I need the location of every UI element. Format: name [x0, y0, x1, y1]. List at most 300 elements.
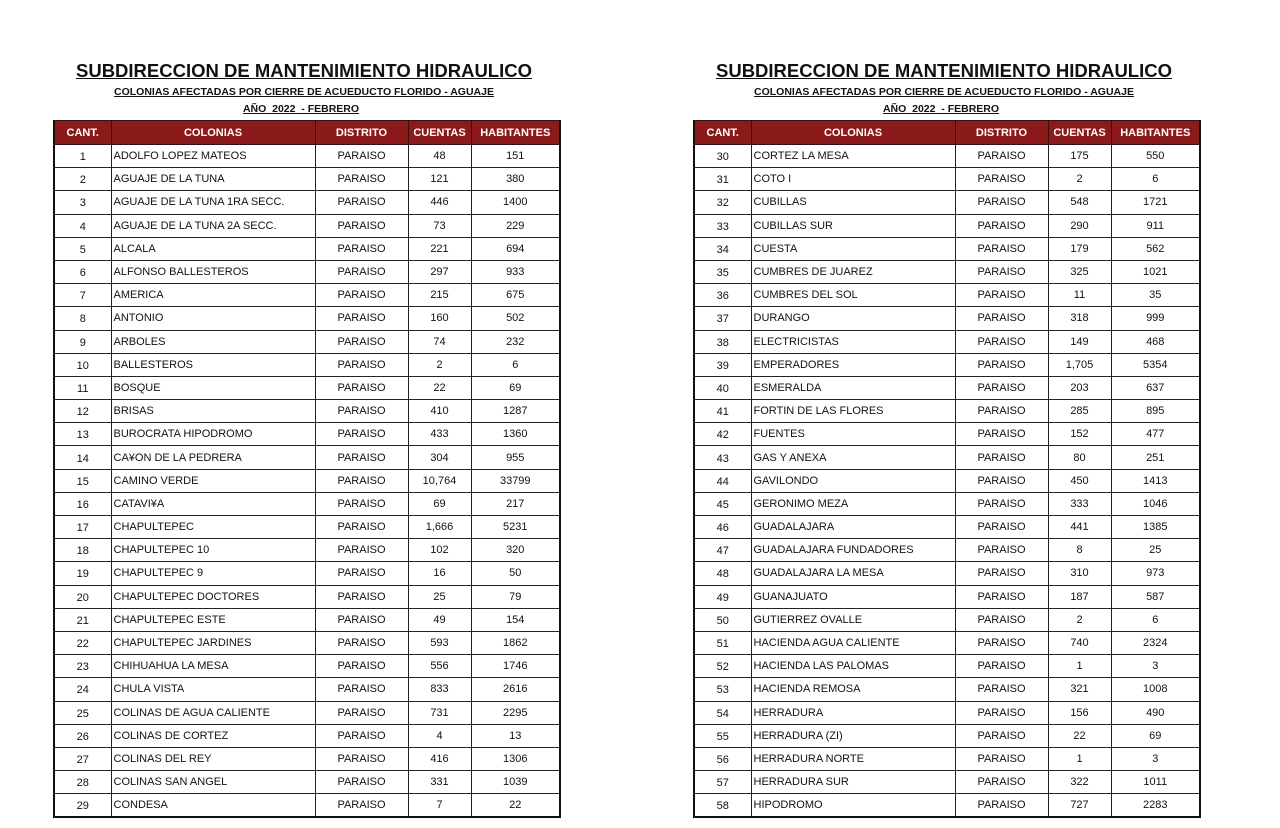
table-row: [54, 214, 560, 237]
cell-cuentas: 740: [1048, 631, 1111, 654]
cell-distrito: PARAISO: [315, 307, 408, 330]
cell-distrito: PARAISO: [315, 400, 408, 423]
cell-distrito: PARAISO: [315, 191, 408, 214]
header-colonias: COLONIAS: [111, 121, 315, 145]
cell-cant: 4: [54, 214, 111, 237]
cell-distrito: PARAISO: [315, 701, 408, 724]
table-row: [694, 492, 1200, 515]
cell-distrito: PARAISO: [955, 701, 1048, 724]
cell-cant: 38: [694, 330, 751, 353]
cell-cant: 32: [694, 191, 751, 214]
table-row: [694, 284, 1200, 307]
cell-cant: 58: [694, 794, 751, 818]
cell-habitantes: 973: [1111, 562, 1200, 585]
table-header-row: [54, 121, 560, 145]
cell-cuentas: 310: [1048, 562, 1111, 585]
table-row: [694, 771, 1200, 794]
cell-distrito: PARAISO: [955, 423, 1048, 446]
cell-distrito: PARAISO: [315, 794, 408, 818]
cell-distrito: PARAISO: [955, 168, 1048, 191]
table-row: [54, 724, 560, 747]
table-row: [54, 191, 560, 214]
table-row: [694, 168, 1200, 191]
cell-cuentas: 25: [408, 585, 471, 608]
cell-colonia: HERRADURA: [751, 701, 955, 724]
cell-distrito: PARAISO: [315, 214, 408, 237]
cell-habitantes: 320: [471, 539, 560, 562]
cell-distrito: PARAISO: [315, 237, 408, 260]
cell-cant: 25: [54, 701, 111, 724]
cell-cant: 7: [54, 284, 111, 307]
cell-colonia: ADOLFO LOPEZ MATEOS: [111, 145, 315, 168]
cell-distrito: PARAISO: [955, 516, 1048, 539]
cell-habitantes: 69: [471, 376, 560, 399]
cell-cant: 56: [694, 747, 751, 770]
cell-habitantes: 1306: [471, 747, 560, 770]
cell-habitantes: 154: [471, 608, 560, 631]
cell-cuentas: 450: [1048, 469, 1111, 492]
table-body-right: [694, 145, 1200, 818]
cell-cant: 40: [694, 376, 751, 399]
table-row: [694, 330, 1200, 353]
cell-distrito: PARAISO: [955, 678, 1048, 701]
table-row: [54, 353, 560, 376]
cell-colonia: COTO I: [751, 168, 955, 191]
cell-cuentas: 441: [1048, 516, 1111, 539]
sheet-right: [693, 58, 1199, 818]
cell-cant: 30: [694, 145, 751, 168]
cell-distrito: PARAISO: [315, 376, 408, 399]
cell-cant: 49: [694, 585, 751, 608]
table-row: [54, 492, 560, 515]
cell-cuentas: 333: [1048, 492, 1111, 515]
cell-habitantes: 1360: [471, 423, 560, 446]
cell-cuentas: 10,764: [408, 469, 471, 492]
table-row: [54, 539, 560, 562]
cell-habitantes: 2295: [471, 701, 560, 724]
cell-colonia: COLINAS DE CORTEZ: [111, 724, 315, 747]
cell-cant: 57: [694, 771, 751, 794]
page-subtitle: COLONIAS AFECTADAS POR CIERRE DE ACUEDUCTO FLORIDO - AGUAJE: [754, 86, 1134, 98]
table-row: [694, 260, 1200, 283]
cell-colonia: GUADALAJARA LA MESA: [751, 562, 955, 585]
header-distrito: DISTRITO: [955, 121, 1048, 145]
table-row: [54, 446, 560, 469]
period-label: AÑO 2022 - FEBRERO: [242, 103, 360, 115]
cell-colonia: AGUAJE DE LA TUNA: [111, 168, 315, 191]
cell-distrito: PARAISO: [315, 724, 408, 747]
cell-cuentas: 22: [408, 376, 471, 399]
cell-distrito: PARAISO: [315, 330, 408, 353]
cell-cant: 44: [694, 469, 751, 492]
cell-colonia: CHIHUAHUA LA MESA: [111, 655, 315, 678]
cell-cuentas: 2: [1048, 168, 1111, 191]
table-row: [694, 423, 1200, 446]
cell-cant: 18: [54, 539, 111, 562]
cell-habitantes: 637: [1111, 376, 1200, 399]
cell-cant: 36: [694, 284, 751, 307]
table-row: [694, 353, 1200, 376]
table-row: [694, 539, 1200, 562]
cell-cant: 5: [54, 237, 111, 260]
cell-cuentas: 74: [408, 330, 471, 353]
cell-distrito: PARAISO: [955, 307, 1048, 330]
header-habitantes: HABITANTES: [471, 121, 560, 145]
table-row: [54, 516, 560, 539]
cell-colonia: CHAPULTEPEC JARDINES: [111, 631, 315, 654]
cell-colonia: HACIENDA LAS PALOMAS: [751, 655, 955, 678]
cell-habitantes: 933: [471, 260, 560, 283]
cell-cant: 24: [54, 678, 111, 701]
cell-habitantes: 79: [471, 585, 560, 608]
cell-distrito: PARAISO: [315, 655, 408, 678]
cell-habitantes: 6: [1111, 608, 1200, 631]
cell-cant: 9: [54, 330, 111, 353]
table-body-left: [54, 145, 560, 818]
cell-colonia: ALCALA: [111, 237, 315, 260]
table-row: [54, 330, 560, 353]
cell-colonia: CHULA VISTA: [111, 678, 315, 701]
table-row: [694, 701, 1200, 724]
cell-habitantes: 911: [1111, 214, 1200, 237]
cell-cant: 54: [694, 701, 751, 724]
cell-cant: 46: [694, 516, 751, 539]
cell-habitantes: 50: [471, 562, 560, 585]
table-row: [694, 724, 1200, 747]
cell-cant: 26: [54, 724, 111, 747]
cell-habitantes: 251: [1111, 446, 1200, 469]
cell-colonia: COLINAS DEL REY: [111, 747, 315, 770]
cell-habitantes: 2324: [1111, 631, 1200, 654]
table-row: [54, 376, 560, 399]
cell-cuentas: 304: [408, 446, 471, 469]
cell-colonia: HERRADURA SUR: [751, 771, 955, 794]
cell-cuentas: 48: [408, 145, 471, 168]
cell-colonia: CHAPULTEPEC 10: [111, 539, 315, 562]
cell-habitantes: 694: [471, 237, 560, 260]
header-cuentas: CUENTAS: [408, 121, 471, 145]
table-row: [694, 145, 1200, 168]
cell-colonia: BALLESTEROS: [111, 353, 315, 376]
cell-distrito: PARAISO: [955, 446, 1048, 469]
cell-distrito: PARAISO: [315, 284, 408, 307]
table-row: [694, 631, 1200, 654]
table-row: [54, 145, 560, 168]
cell-habitantes: 955: [471, 446, 560, 469]
cell-cuentas: 8: [1048, 539, 1111, 562]
cell-colonia: GAVILONDO: [751, 469, 955, 492]
cell-distrito: PARAISO: [955, 562, 1048, 585]
cell-cuentas: 446: [408, 191, 471, 214]
cell-distrito: PARAISO: [315, 562, 408, 585]
table-row: [54, 469, 560, 492]
cell-distrito: PARAISO: [955, 794, 1048, 818]
cell-distrito: PARAISO: [955, 724, 1048, 747]
cell-distrito: PARAISO: [955, 747, 1048, 770]
table-row: [54, 423, 560, 446]
page-title: SUBDIRECCION DE MANTENIMIENTO HIDRAULICO: [716, 60, 1172, 81]
cell-cuentas: 1,666: [408, 516, 471, 539]
cell-habitantes: 562: [1111, 237, 1200, 260]
cell-cant: 39: [694, 353, 751, 376]
header-colonias: COLONIAS: [751, 121, 955, 145]
cell-habitantes: 999: [1111, 307, 1200, 330]
cell-habitantes: 25: [1111, 539, 1200, 562]
cell-cuentas: 16: [408, 562, 471, 585]
cell-colonia: CHAPULTEPEC ESTE: [111, 608, 315, 631]
cell-habitantes: 5354: [1111, 353, 1200, 376]
cell-cuentas: 203: [1048, 376, 1111, 399]
cell-distrito: PARAISO: [315, 771, 408, 794]
cell-distrito: PARAISO: [955, 608, 1048, 631]
cell-cant: 52: [694, 655, 751, 678]
cell-distrito: PARAISO: [315, 353, 408, 376]
cell-cuentas: 102: [408, 539, 471, 562]
cell-habitantes: 35: [1111, 284, 1200, 307]
cell-cuentas: 556: [408, 655, 471, 678]
cell-habitantes: 151: [471, 145, 560, 168]
cell-cuentas: 318: [1048, 307, 1111, 330]
cell-distrito: PARAISO: [955, 469, 1048, 492]
table-row: [54, 400, 560, 423]
cell-habitantes: 895: [1111, 400, 1200, 423]
cell-colonia: HERRADURA (ZI): [751, 724, 955, 747]
cell-cuentas: 11: [1048, 284, 1111, 307]
cell-distrito: PARAISO: [315, 747, 408, 770]
cell-cant: 20: [54, 585, 111, 608]
cell-cant: 28: [54, 771, 111, 794]
cell-habitantes: 2616: [471, 678, 560, 701]
cell-distrito: PARAISO: [955, 260, 1048, 283]
cell-cant: 55: [694, 724, 751, 747]
cell-colonia: CUMBRES DEL SOL: [751, 284, 955, 307]
cell-cant: 37: [694, 307, 751, 330]
cell-cant: 43: [694, 446, 751, 469]
cell-cant: 23: [54, 655, 111, 678]
cell-colonia: ELECTRICISTAS: [751, 330, 955, 353]
cell-distrito: PARAISO: [955, 771, 1048, 794]
table-row: [694, 562, 1200, 585]
cell-colonia: HACIENDA REMOSA: [751, 678, 955, 701]
cell-cant: 29: [54, 794, 111, 818]
cell-cuentas: 4: [408, 724, 471, 747]
cell-distrito: PARAISO: [315, 423, 408, 446]
cell-distrito: PARAISO: [315, 539, 408, 562]
cell-cuentas: 727: [1048, 794, 1111, 818]
table-row: [694, 376, 1200, 399]
cell-cant: 1: [54, 145, 111, 168]
cell-cant: 13: [54, 423, 111, 446]
table-row: [54, 794, 560, 818]
cell-habitantes: 5231: [471, 516, 560, 539]
cell-habitantes: 2283: [1111, 794, 1200, 818]
cell-cant: 47: [694, 539, 751, 562]
cell-cant: 27: [54, 747, 111, 770]
cell-distrito: PARAISO: [315, 168, 408, 191]
cell-colonia: CHAPULTEPEC DOCTORES: [111, 585, 315, 608]
cell-cant: 10: [54, 353, 111, 376]
table-row: [54, 655, 560, 678]
cell-cant: 6: [54, 260, 111, 283]
cell-cant: 51: [694, 631, 751, 654]
cell-habitantes: 22: [471, 794, 560, 818]
cell-distrito: PARAISO: [315, 446, 408, 469]
cell-cant: 21: [54, 608, 111, 631]
cell-colonia: GUADALAJARA FUNDADORES: [751, 539, 955, 562]
cell-cuentas: 433: [408, 423, 471, 446]
table-row: [54, 307, 560, 330]
cell-cant: 45: [694, 492, 751, 515]
cell-cuentas: 152: [1048, 423, 1111, 446]
cell-distrito: PARAISO: [955, 585, 1048, 608]
cell-colonia: ESMERALDA: [751, 376, 955, 399]
sheet-left: [53, 58, 559, 818]
cell-habitantes: 550: [1111, 145, 1200, 168]
table-row: [694, 655, 1200, 678]
cell-cant: 11: [54, 376, 111, 399]
cell-distrito: PARAISO: [315, 260, 408, 283]
cell-cuentas: 297: [408, 260, 471, 283]
page-subtitle: COLONIAS AFECTADAS POR CIERRE DE ACUEDUCTO FLORIDO - AGUAJE: [114, 86, 494, 98]
cell-cuentas: 179: [1048, 237, 1111, 260]
cell-cuentas: 2: [1048, 608, 1111, 631]
cell-colonia: CA¥ON DE LA PEDRERA: [111, 446, 315, 469]
cell-distrito: PARAISO: [315, 145, 408, 168]
table-row: [54, 562, 560, 585]
cell-distrito: PARAISO: [315, 516, 408, 539]
cell-distrito: PARAISO: [315, 678, 408, 701]
cell-colonia: CUBILLAS: [751, 191, 955, 214]
cell-cant: 8: [54, 307, 111, 330]
page-title: SUBDIRECCION DE MANTENIMIENTO HIDRAULICO: [76, 60, 532, 81]
header-cuentas: CUENTAS: [1048, 121, 1111, 145]
table-row: [694, 608, 1200, 631]
cell-habitantes: 1746: [471, 655, 560, 678]
cell-distrito: PARAISO: [955, 191, 1048, 214]
cell-habitantes: 477: [1111, 423, 1200, 446]
table-row: [54, 747, 560, 770]
cell-distrito: PARAISO: [955, 655, 1048, 678]
cell-habitantes: 1011: [1111, 771, 1200, 794]
cell-habitantes: 1039: [471, 771, 560, 794]
cell-distrito: PARAISO: [955, 492, 1048, 515]
cell-habitantes: 1008: [1111, 678, 1200, 701]
cell-colonia: FUENTES: [751, 423, 955, 446]
cell-cuentas: 322: [1048, 771, 1111, 794]
cell-cuentas: 1: [1048, 655, 1111, 678]
cell-habitantes: 675: [471, 284, 560, 307]
cell-colonia: CHAPULTEPEC 9: [111, 562, 315, 585]
table-row: [694, 307, 1200, 330]
cell-distrito: PARAISO: [955, 376, 1048, 399]
cell-cant: 19: [54, 562, 111, 585]
cell-distrito: PARAISO: [955, 330, 1048, 353]
cell-colonia: DURANGO: [751, 307, 955, 330]
header-habitantes: HABITANTES: [1111, 121, 1200, 145]
cell-habitantes: 1721: [1111, 191, 1200, 214]
cell-colonia: CATAVI¥A: [111, 492, 315, 515]
cell-cuentas: 187: [1048, 585, 1111, 608]
cell-cant: 14: [54, 446, 111, 469]
cell-distrito: PARAISO: [955, 145, 1048, 168]
cell-cuentas: 416: [408, 747, 471, 770]
cell-cuentas: 121: [408, 168, 471, 191]
cell-cant: 53: [694, 678, 751, 701]
cell-colonia: AGUAJE DE LA TUNA 1RA SECC.: [111, 191, 315, 214]
cell-cant: 48: [694, 562, 751, 585]
cell-cuentas: 49: [408, 608, 471, 631]
cell-distrito: PARAISO: [315, 469, 408, 492]
cell-habitantes: 3: [1111, 747, 1200, 770]
cell-cuentas: 593: [408, 631, 471, 654]
cell-colonia: BOSQUE: [111, 376, 315, 399]
cell-habitantes: 13: [471, 724, 560, 747]
cell-habitantes: 490: [1111, 701, 1200, 724]
cell-colonia: EMPERADORES: [751, 353, 955, 376]
table-row: [694, 191, 1200, 214]
cell-colonia: BRISAS: [111, 400, 315, 423]
table-row: [54, 701, 560, 724]
table-row: [54, 168, 560, 191]
cell-habitantes: 232: [471, 330, 560, 353]
cell-habitantes: 1021: [1111, 260, 1200, 283]
cell-colonia: ALFONSO BALLESTEROS: [111, 260, 315, 283]
table-row: [694, 469, 1200, 492]
cell-colonia: CONDESA: [111, 794, 315, 818]
table-row: [54, 608, 560, 631]
cell-colonia: AGUAJE DE LA TUNA 2A SECC.: [111, 214, 315, 237]
colonias-table-right: [693, 120, 1201, 818]
cell-habitantes: 1287: [471, 400, 560, 423]
cell-cuentas: 7: [408, 794, 471, 818]
header-cant: CANT.: [694, 121, 751, 145]
cell-cuentas: 156: [1048, 701, 1111, 724]
table-row: [54, 771, 560, 794]
cell-cuentas: 285: [1048, 400, 1111, 423]
table-row: [54, 678, 560, 701]
table-header-row: [694, 121, 1200, 145]
table-row: [694, 678, 1200, 701]
header-distrito: DISTRITO: [315, 121, 408, 145]
cell-cuentas: 69: [408, 492, 471, 515]
cell-cant: 3: [54, 191, 111, 214]
cell-habitantes: 1400: [471, 191, 560, 214]
period-label: AÑO 2022 - FEBRERO: [882, 103, 1000, 115]
cell-colonia: GUANAJUATO: [751, 585, 955, 608]
cell-cuentas: 215: [408, 284, 471, 307]
table-row: [54, 260, 560, 283]
cell-cant: 35: [694, 260, 751, 283]
header-cant: CANT.: [54, 121, 111, 145]
table-row: [694, 585, 1200, 608]
table-row: [694, 400, 1200, 423]
cell-cuentas: 80: [1048, 446, 1111, 469]
cell-distrito: PARAISO: [315, 492, 408, 515]
cell-cuentas: 22: [1048, 724, 1111, 747]
cell-distrito: PARAISO: [955, 631, 1048, 654]
cell-habitantes: 3: [1111, 655, 1200, 678]
cell-cuentas: 73: [408, 214, 471, 237]
cell-cuentas: 833: [408, 678, 471, 701]
cell-cuentas: 149: [1048, 330, 1111, 353]
cell-habitantes: 468: [1111, 330, 1200, 353]
cell-habitantes: 587: [1111, 585, 1200, 608]
cell-distrito: PARAISO: [955, 214, 1048, 237]
cell-colonia: GUADALAJARA: [751, 516, 955, 539]
table-row: [54, 284, 560, 307]
cell-colonia: ANTONIO: [111, 307, 315, 330]
cell-cant: 17: [54, 516, 111, 539]
